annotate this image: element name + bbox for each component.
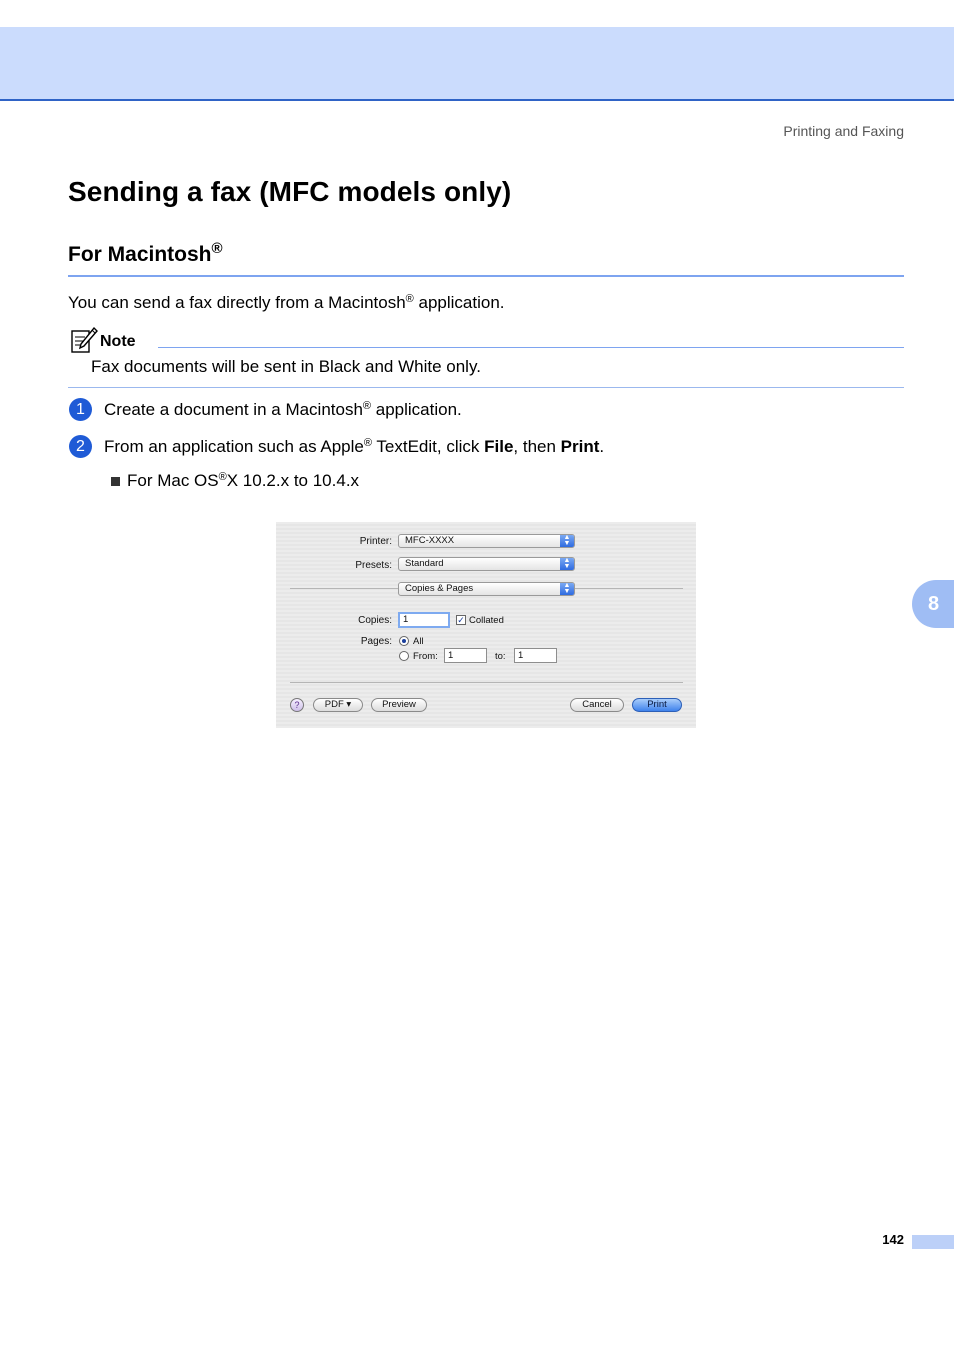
print-button[interactable]: Print [632, 698, 682, 712]
print-dialog [276, 522, 696, 728]
step-1-text [104, 400, 462, 420]
dialog-divider [290, 682, 683, 683]
copies-label: Copies: [358, 615, 392, 626]
chapter-tab: 8 [912, 580, 954, 628]
step-number-1: 1 [69, 398, 92, 421]
pages-all-label: All [413, 636, 424, 647]
registered-mark: ® [363, 437, 372, 449]
page-number: 142 [882, 1232, 904, 1247]
step-number-2: 2 [69, 435, 92, 458]
step-2-part: TextEdit, click [371, 437, 485, 456]
select-arrows-icon: ▲ ▼ [560, 558, 574, 570]
to-label: to: [495, 651, 506, 662]
registered-mark: ® [218, 471, 227, 483]
bullet-part: For Mac OS [127, 471, 219, 490]
running-header: Printing and Faxing [783, 123, 904, 139]
chapter-title: Sending a fax (MFC models only) [68, 176, 512, 207]
intro-text: You can send a fax directly from a Macintosh [68, 293, 406, 312]
pages-all-radio[interactable] [399, 636, 409, 646]
printer-label: Printer: [359, 536, 392, 547]
collated-checkbox[interactable]: ✓ [457, 615, 465, 625]
help-icon[interactable]: ? [290, 698, 304, 712]
page-number-tab [912, 1235, 954, 1249]
to-page-input[interactable]: 1 [514, 648, 557, 663]
bullet-text [127, 471, 359, 491]
preview-button[interactable]: Preview [371, 698, 427, 712]
dialog-divider [290, 588, 398, 589]
intro-text-end: application. [413, 293, 505, 312]
note-label: Note [100, 333, 136, 350]
step-2-part-end: . [599, 437, 605, 456]
collated-label: Collated [469, 615, 504, 626]
registered-mark: ® [405, 293, 414, 305]
panel-select[interactable] [398, 582, 575, 596]
printer-value: MFC-XXXX [405, 535, 455, 546]
select-arrows-icon: ▲ ▼ [560, 583, 574, 595]
section-title-text: For Macintosh [68, 243, 212, 266]
presets-label: Presets: [355, 560, 392, 571]
printer-select[interactable] [398, 534, 575, 548]
step-2-text [104, 437, 604, 457]
section-title [68, 240, 223, 267]
copies-input[interactable]: 1 [398, 612, 450, 628]
cancel-button[interactable]: Cancel [570, 698, 624, 712]
presets-select[interactable] [398, 557, 575, 571]
step-1-part-end: application. [371, 400, 462, 419]
section-rule [68, 275, 904, 277]
print-menu-term: Print [560, 437, 600, 456]
note-bottom-rule [68, 387, 904, 388]
pages-label: Pages: [360, 636, 392, 647]
panel-value: Copies & Pages [405, 583, 474, 594]
step-1-part: Create a document in a Macintosh [104, 400, 363, 419]
pages-from-radio[interactable] [399, 651, 409, 661]
file-menu-term: File [484, 437, 514, 456]
pages-from-label: From: [413, 651, 438, 662]
step-2-part: , then [513, 437, 561, 456]
registered-mark: ® [211, 240, 223, 257]
pdf-button[interactable]: PDF ▾ [313, 698, 363, 712]
intro-paragraph [68, 293, 505, 313]
from-page-input[interactable]: 1 [444, 648, 487, 663]
dialog-divider [574, 588, 683, 589]
bullet-part-end: X 10.2.x to 10.4.x [226, 471, 360, 490]
top-header-band [0, 27, 954, 101]
registered-mark: ® [362, 400, 372, 412]
presets-value: Standard [405, 558, 444, 569]
step-2-part: From an application such as Apple [104, 437, 364, 456]
bullet-square-icon [111, 477, 120, 486]
note-divider [158, 347, 904, 348]
note-text: Fax documents will be sent in Black and White only. [91, 357, 481, 376]
select-arrows-icon: ▲ ▼ [560, 535, 574, 547]
note-pencil-icon [70, 326, 98, 354]
